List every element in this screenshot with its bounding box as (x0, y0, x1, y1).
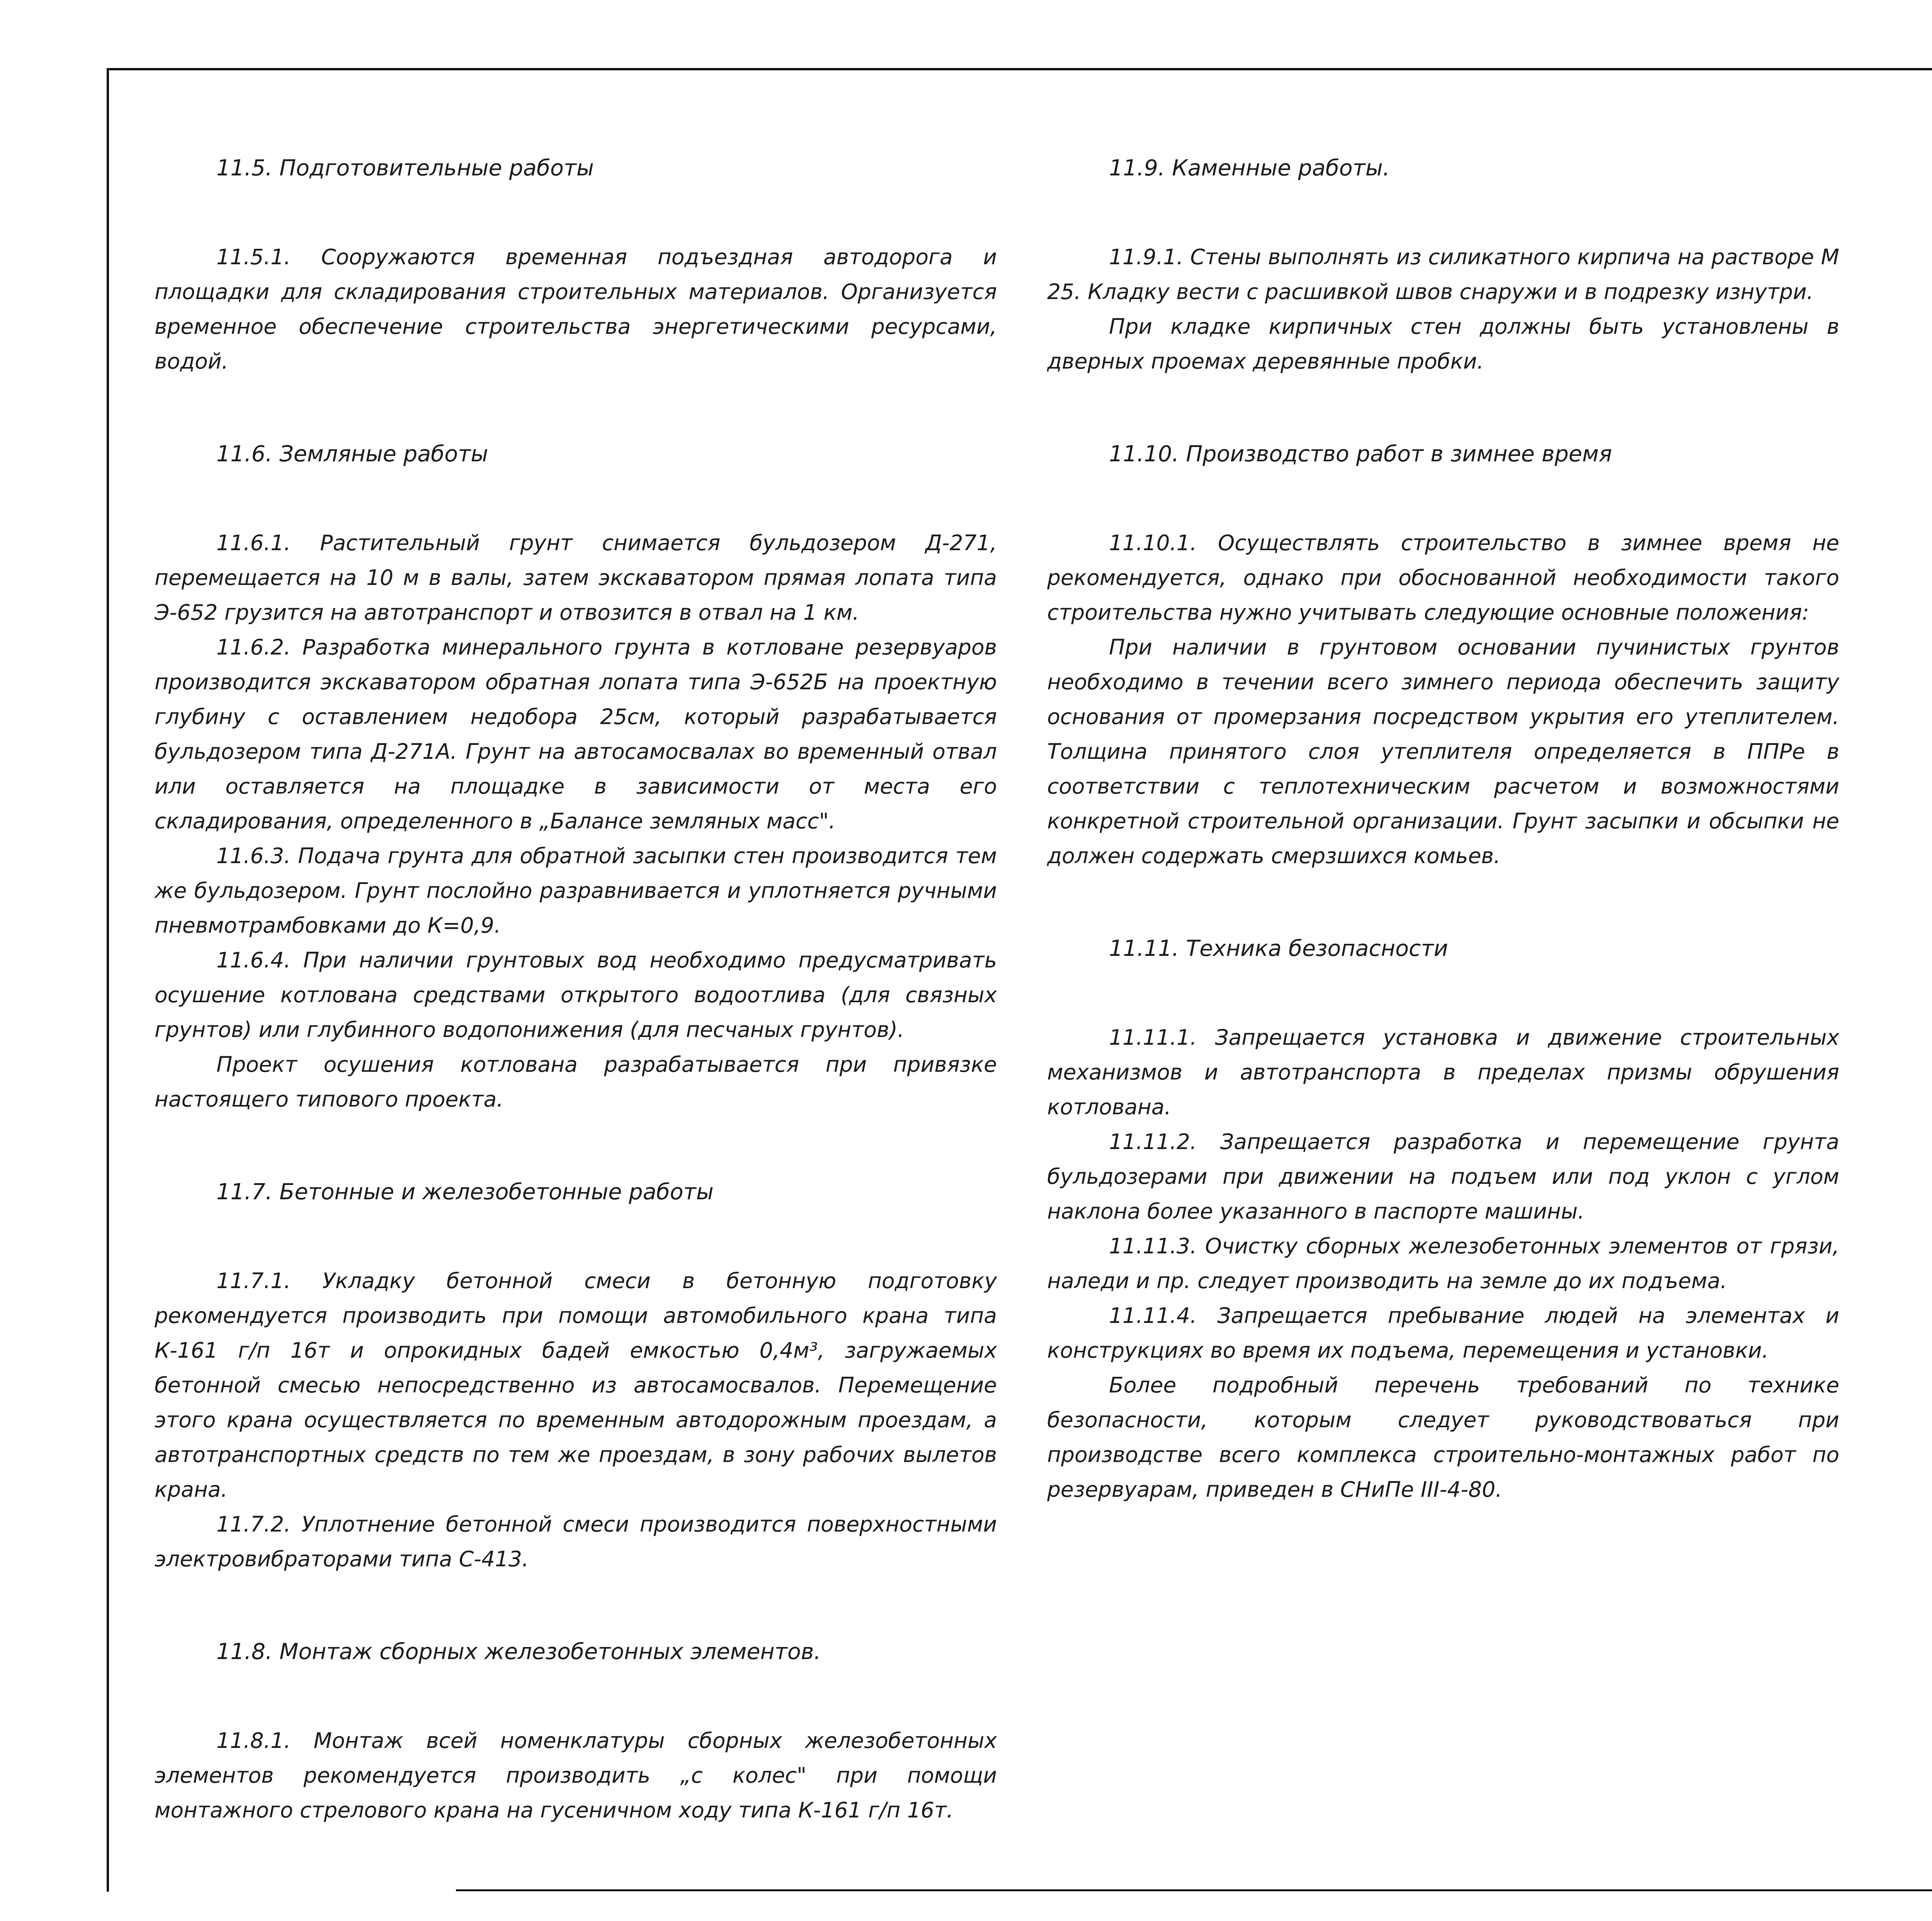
paragraph: 11.6.2. Разработка минерального грунта в котловане резервуаров производится экскаватором обратная лопата типа Э-652Б на проектную глубину с оставлением недобора 25см, который разрабатывается бульдозером типа Д-271А. Грунт на автосамосвалах во временный отвал или оставляется на площадке в зависимости от места его складирования, определенного в „Балансе земляных масс". (155, 635, 997, 833)
paragraph: 11.6.4. При наличии грунтовых вод необходимо предусматривать осушение котлована средствами открытого водоотлива (для связных грунтов) или глубинного водопонижения (для песчаных грунтов). (155, 948, 997, 1042)
right-text-column (1047, 151, 1839, 1507)
paragraph: Проект осушения котлована разрабатывается при привязке настоящего типового проекта. (155, 1052, 997, 1112)
paragraph: При наличии в грунтовом основании пучинистых грунтов необходимо в течении всего зимнего периода обеспечить защиту основания от промерзания посредством укрытия его утеплителем. Толщина принятого слоя утеплителя определяется в ППРе в соответствии с теплотехническим расчетом и возможностями конкретной строительной организации. Грунт засыпки и обсыпки не должен содержать смерзшихся комьев. (1047, 635, 1839, 868)
paragraph: 11.8.1. Монтаж всей номенклатуры сборных железобетонных элементов рекомендуется производить „с колес" при помощи монтажного стрелового крана на гусеничном ходу типа К-161 г/п 16т. (155, 1728, 997, 1822)
paragraph: 11.6.3. Подача грунта для обратной засыпки стен производится тем же бульдозером. Грунт послойно разравнивается и уплотняется ручными пневмотрамбовками до К=0,9. (155, 843, 997, 938)
paragraph: 11.10.1. Осуществлять строительство в зимнее время не рекомендуется, однако при обоснованной необходимости такого строительства нужно учитывать следующие основные положения: (1047, 530, 1839, 625)
section-heading: 11.10. Производство работ в зимнее время (1109, 441, 1612, 467)
paragraph: 11.11.3. Очистку сборных железобетонных элементов от грязи, наледи и пр. следует производить на земле до их подъема. (1047, 1234, 1839, 1293)
paragraph: 11.7.1. Укладку бетонной смеси в бетонную подготовку рекомендуется производить при помощи автомобильного крана типа К-161 г/п 16т и опрокидных бадей емкостью 0,4м³, загружаемых бетонной смесью непосредственно из автосамосвалов. Перемещение этого крана осуществляется по временным автодорожным проездам, а автотранспортных средств по тем же проездам, в зону рабочих вылетов крана. (155, 1268, 997, 1502)
section-heading: 11.6. Земляные работы (216, 441, 488, 467)
left-text-column (155, 151, 997, 1828)
paragraph: При кладке кирпичных стен должны быть установлены в дверных проемах деревянные пробки. (1047, 314, 1839, 374)
paragraph: 11.7.2. Уплотнение бетонной смеси производится поверхностными электровибраторами типа С-413. (155, 1512, 997, 1571)
paragraph: 11.11.2. Запрещается разработка и перемещение грунта бульдозерами при движении на подъем или под уклон с углом наклона более указанного в паспорте машины. (1047, 1129, 1839, 1224)
paragraph: 11.9.1. Стены выполнять из силикатного кирпича на растворе М 25. Кладку вести с расшивкой швов снаружи и в подрезку изнутри. (1047, 245, 1839, 304)
paragraph: 11.6.1. Растительный грунт снимается бульдозером Д-271, перемещается на 10 м в валы, затем экскаватором прямая лопата типа Э-652 грузится на автотранспорт и отвозится в отвал на 1 км. (155, 530, 997, 625)
section-heading: 11.8. Монтаж сборных железобетонных элементов. (216, 1639, 821, 1664)
section-heading: 11.5. Подготовительные работы (216, 155, 594, 181)
paragraph: Более подробный перечень требований по технике безопасности, которым следует руководствоваться при производстве всего комплекса строительно-монтажных работ по резервуарам, приведен в СНиПе III-4-80. (1047, 1373, 1839, 1502)
section-heading: 11.11. Техника безопасности (1109, 936, 1448, 961)
paragraph: 11.5.1. Сооружаются временная подъездная автодорога и площадки для складирования строительных материалов. Организуется временное обеспечение строительства энергетическими ресурсами, водой. (155, 245, 997, 374)
frame-bottom-line (456, 1889, 1932, 1891)
section-heading: 11.9. Каменные работы. (1109, 155, 1390, 181)
section-heading: 11.7. Бетонные и железобетонные работы (216, 1179, 714, 1205)
paragraph: 11.11.1. Запрещается установка и движение строительных механизмов и автотранспорта в пределах призмы обрушения котлована. (1047, 1025, 1839, 1119)
paragraph: 11.11.4. Запрещается пребывание людей на элементах и конструкциях во время их подъема, перемещения и установки. (1047, 1303, 1839, 1363)
